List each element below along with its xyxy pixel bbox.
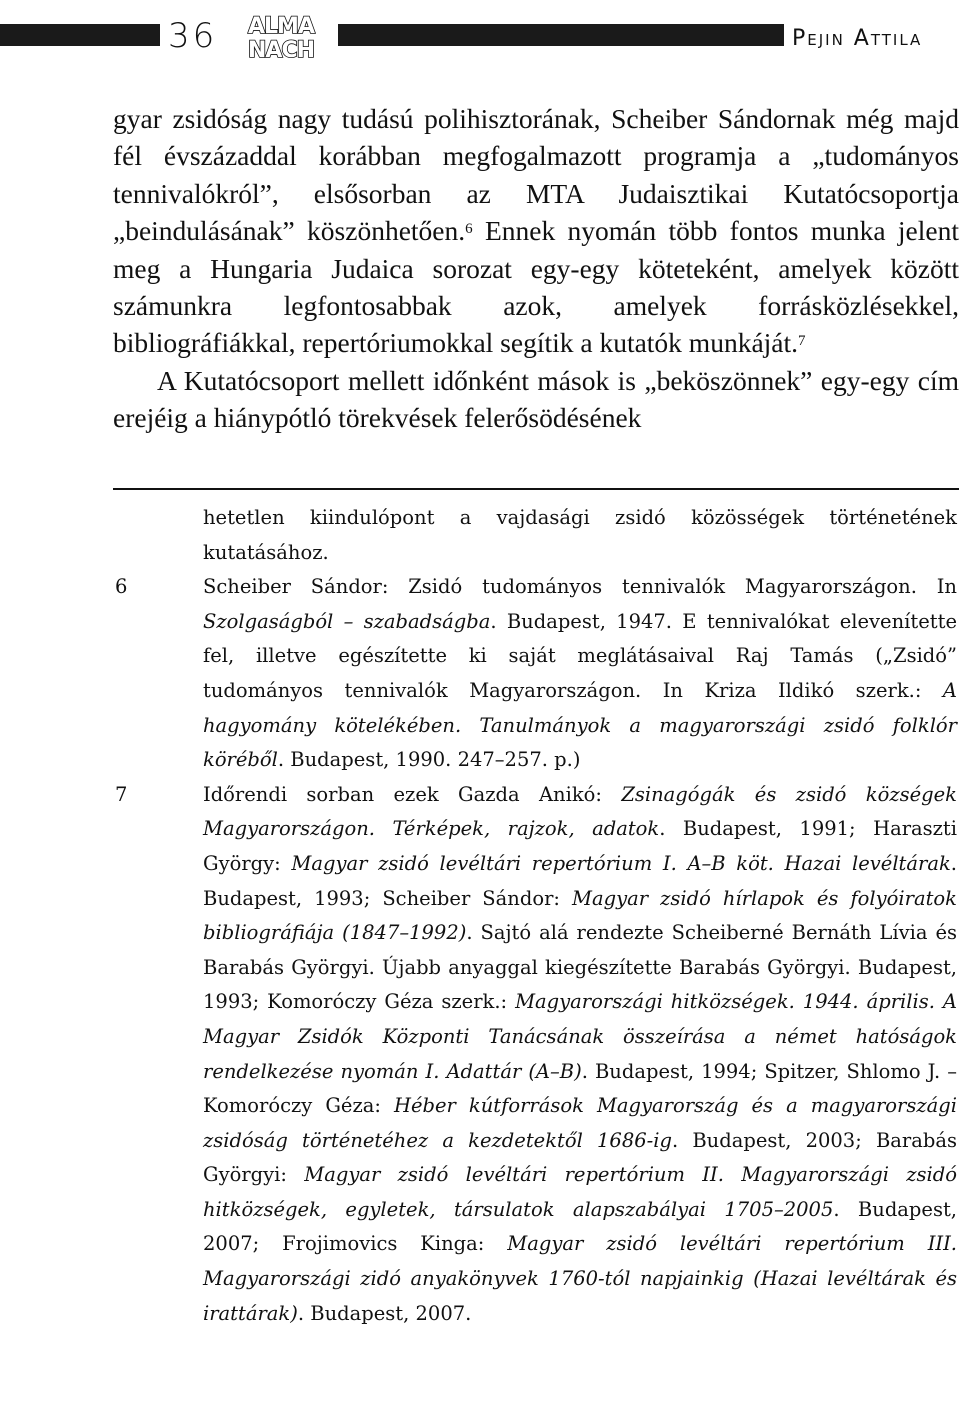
page-number: 36 xyxy=(168,16,218,56)
footnotes xyxy=(115,501,957,1331)
footnote-7: 7 Időrendi sorban ezek Gazda Anikó: Zsinagógák és zsidó községek Magyarországon. Térképek, rajzok, adatok. Budapest, 1991; Haraszti György: Magyar zsidó levéltári repertórium I. A–B köt. Hazai levéltárak. Budapest, 1993; Scheiber Sándor: Magyar zsidó hírlapok és folyóiratok bibliográfiája (1847–1992). Sajtó alá rendezte Scheiberné Bernáth Lívia és Barabás Györgyi. Újabb anyaggal kiegészítette Barabás Györgyi. Budapest, 1993; Komoróczy Géza szerk.: Magyarországi hitközségek. 1944. április. A Magyar Zsidók Központi Tanácsának összeírása a német hatóságok rendelkezése nyomán I. Adattár (A–B). Budapest, 1994; Spitzer, Shlomo J. – Komoróczy Géza: Héber kútforrások Magyarország és a magyarországi zsidóság történetéhez a kezdetektől 1686-ig. Budapest, 2003; Barabás Györgyi: Magyar zsidó levéltári repertórium II. Magyarországi zsidó hitközségek, egyletek, társulatok alapszabályai 1705–2005. Budapest, 2007; Frojimovics Kinga: Magyar zsidó levéltári repertórium III. Magyarországi zidó anyakönyvek 1760-tól napjainkig (Hazai levéltárak és irattárak). Budapest, 2007. xyxy=(115,778,957,1332)
footnote-ref-6: 6 xyxy=(465,221,473,238)
footnote-ref-7: 7 xyxy=(798,333,806,350)
body-text xyxy=(113,100,959,437)
almanach-logo xyxy=(242,12,334,62)
footnote-number: 6 xyxy=(115,575,128,599)
paragraph: A Kutatócsoport mellett időnként mások is „beköszönnek” egy-egy cím erejéig a hiánypótló törekvések felerősödésének xyxy=(113,364,959,434)
footnote-6: 6 Scheiber Sándor: Zsidó tudományos tennivalók Magyarországon. In Szolgaságból – szabadságba. Budapest, 1947. E tennivalókat elevenítette fel, illetve egészítette ki saját meglátásaival Raj Tamás („Zsidó” tudományos tennivalók Magyarországon. In Kriza Ildikó szerk.: A hagyomány kötelékében. Tanulmányok a magyarországi zsidó folklór köréből. Budapest, 1990. 247–257. p.) xyxy=(115,570,957,778)
footnote-number: 7 xyxy=(115,782,128,806)
svg-text:NACH: NACH xyxy=(248,38,314,62)
running-head-author: Pejin Attila xyxy=(792,26,923,51)
paragraph: gyar zsidóság nagy tudású polihisztorának, Scheiber Sándornak még majd fél évszázaddal korábban megfogalmazott programja a „tudományos tennivalókról”, elsősorban az MTA Judaisztikai Kutatócsoportja „beindulásának” köszönhetően.$^6$ Ennek nyomán több fontos munka jelent meg a Hungaria Judaica sorozat egy-egy köteteként, amelyek között számunkra legfontosabbak azok, amelyek forrásközlésekkel, bibliográfiákkal, repertóriumokkal segítik a kutatók munkáját.$^7$ xyxy=(113,103,960,359)
header-bar-left xyxy=(0,24,160,46)
page-header xyxy=(0,12,960,62)
footnote-continuation: hetetlen kiindulópont a vajdasági zsidó közösségek történetének kutatásához. xyxy=(203,506,957,564)
svg-text:ALMA: ALMA xyxy=(248,14,314,39)
header-bar-right xyxy=(338,24,784,46)
footnote-separator xyxy=(113,488,959,490)
